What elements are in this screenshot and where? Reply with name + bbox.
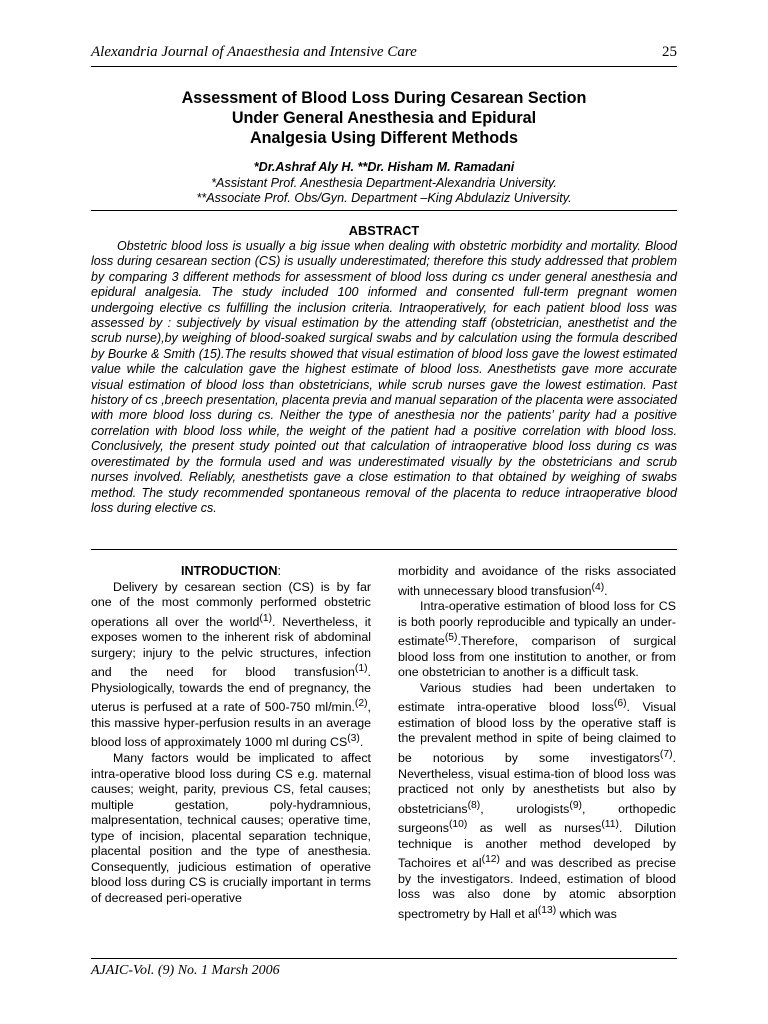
citation: (4) bbox=[591, 581, 605, 593]
citation: (6) bbox=[613, 698, 627, 710]
footer-citation: AJAIC-Vol. (9) No. 1 Marsh 2006 bbox=[91, 963, 280, 978]
paragraph: Delivery by cesarean section (CS) is by far one of the most commonly performed obstetric operations all over the world$^{(1)}$. Nevertheless, it exposes women to the inherent risk of abdominal surgery; injury to the pelvic structures, infection and the need for blood transfusion$^{(1)}$. Physiologically, towards the end of pregnancy, the uterus is perfused at a rate of 500-750 ml/min.$^{(2)}$, this massive hyper-perfusion results in an average blood loss of approximately 1000 ml during CS$^{(3)}$. bbox=[91, 579, 372, 750]
affiliation-1: *Assistant Prof. Anesthesia Department-Alexandria University. bbox=[211, 175, 557, 190]
citation: (7) bbox=[659, 748, 673, 760]
page-number: 25 bbox=[662, 44, 677, 60]
citation: (11) bbox=[601, 819, 619, 831]
journal-name: Alexandria Journal of Anaesthesia and Intensive Care bbox=[91, 44, 417, 60]
running-header bbox=[91, 44, 677, 61]
title-line: Assessment of Blood Loss During Cesarean Section bbox=[181, 89, 587, 107]
citation: (5) bbox=[444, 632, 458, 644]
header-rule bbox=[91, 66, 677, 67]
authors-rule bbox=[91, 210, 677, 211]
citation: (3) bbox=[347, 733, 360, 745]
paragraph: Intra-operative estimation of blood loss for CS is both poorly reproducible and typically an under-estimate$^{(5)}$.Therefore, comparison of surgical blood loss from one institution to another, or from one obstetrician to another is a difficult task. bbox=[398, 599, 676, 680]
section-heading: INTRODUCTION: bbox=[180, 564, 282, 578]
citation: (2) bbox=[354, 698, 368, 710]
title-line: Under General Anesthesia and Epidural bbox=[231, 109, 537, 127]
citation: (1) bbox=[354, 663, 368, 675]
paragraph: morbidity and avoidance of the risks associated with unnecessary blood transfusion$^{(4)}$. bbox=[398, 564, 676, 598]
affiliation-2: **Associate Prof. Obs/Gyn. Department –King Abdulaziz University. bbox=[196, 191, 572, 205]
abstract-text: Obstetric blood loss is usually a big issue when dealing with obstetric morbidity and mortality. Blood loss during cesarean section (CS) is usually underestimated; therefore this study addressed that problem by comparing 3 different methods for assessment of blood loss during cs under general anesthesia and epidural analgesia. The study included 100 informed and consented full-term pregnant women undergoing elective cs fulfilling the inclusion criteria. Intraoperatively, for each patient blood loss was assessed by : subjectively by visual estimation by the attending staff (obstetrician, anesthetist and the scrub nurse),by weighing of blood-soaked surgical swabs and by calculation using the formula described by Bourke & Smith (15).The results showed that visual estimation of blood loss gave the lowest estimated value while the calculation gave the highest estimate of blood loss. Anesthetists gave more accurate visual estimation of blood loss than obstetricians, while scrub nurses gave the lowest estimation. Past history of cs ,breech presentation, placenta previa and manual separation of the placenta were associated with more blood loss during cs. Neither the type of anesthesia nor the patients’ parity had a positive correlation with blood loss while, the weight of the patient had a positive correlation with blood loss. Conclusively, the present study pointed out that calculation of intraoperative blood loss during cs was overestimated by the formula used and was underestimated visually by the obstetricians and scrub nurses involved. Reliably, anesthetists gave a close estimation to that obtained by weighing of swabs method. The study recommended spontaneous removal of the placenta to reduce intraoperative blood loss during elective cs. bbox=[91, 239, 677, 515]
citation: (10) bbox=[448, 819, 468, 831]
citation: (1) bbox=[259, 612, 273, 624]
citation: (13) bbox=[537, 904, 557, 916]
author-names: *Dr.Ashraf Aly H. **Dr. Hisham M. Ramadani bbox=[253, 160, 515, 174]
citation: (9) bbox=[569, 799, 582, 811]
left-column bbox=[91, 564, 371, 906]
title-line: Analgesia Using Different Methods bbox=[249, 129, 519, 147]
article-title bbox=[91, 88, 677, 148]
paragraph: Many factors would be implicated to affect intra-operative blood loss during CS e.g. maternal causes; weight, parity, previous CS, fetal causes; multiple gestation, poly-hydramnious, malpresentation, technical causes; operative time, type of incision, placental separation technique, placental position and the type of anesthesia. Consequently, judicious estimation of operative blood loss during CS is crucially important in terms of decreased peri-operative bbox=[91, 751, 371, 905]
right-column bbox=[398, 564, 676, 923]
citation: (12) bbox=[481, 854, 500, 866]
author-block bbox=[91, 160, 677, 207]
paragraph: Various studies had been undertaken to estimate intra-operative blood loss$^{(6)}$. Visual estimation of blood loss by the operative staff is the prevalent method in spite of being claimed to be notorious by some investigators$^{(7)}$. Nevertheless, visual estima-tion of blood loss was practiced not only by anesthetists but also by obstetricians$^{(8)}$, urologists$^{(9)}$, orthopedic surgeons$^{(10)}$ as well as nurses$^{(11)}$. Dilution technique is another method developed by Tachoires et $al^{(12)}$ and was described as precise by the investigators. Indeed, estimation of blood loss was also done by atomic absorption spectrometry by Hall et $al^{(13)}$ which was bbox=[398, 680, 677, 921]
abstract-rule bbox=[91, 549, 677, 550]
abstract-heading: ABSTRACT bbox=[348, 223, 420, 238]
citation: (8) bbox=[467, 799, 481, 811]
footer-rule bbox=[91, 958, 677, 959]
